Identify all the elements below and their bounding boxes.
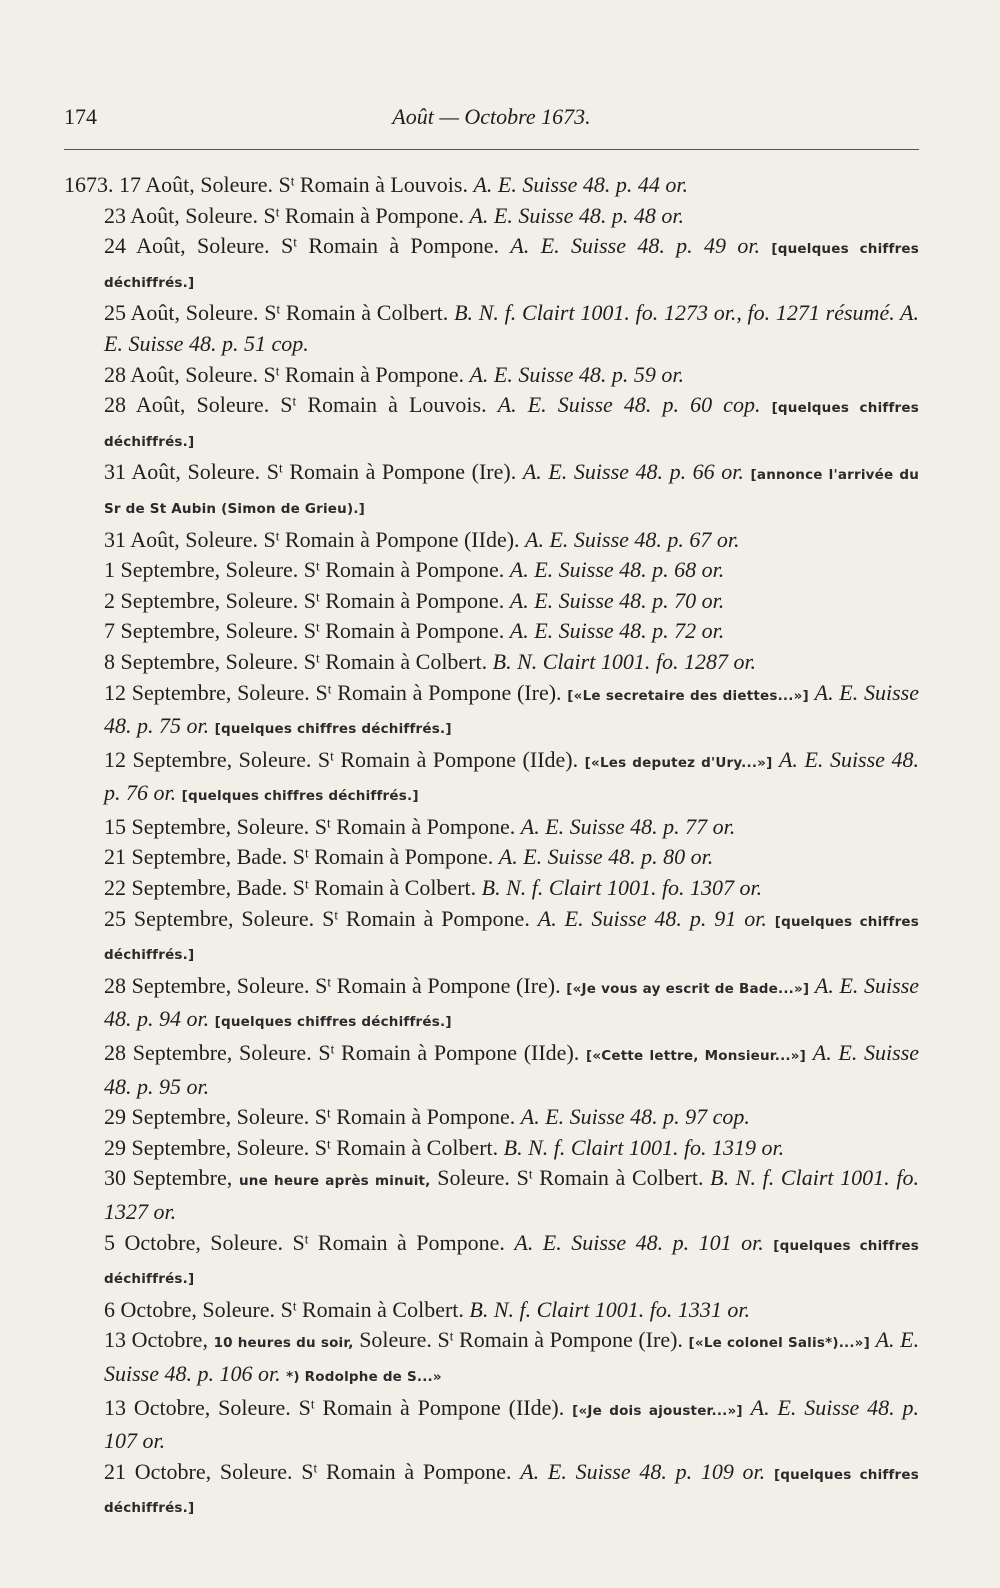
list-item: 13 Octobre, 10 heures du soir, Soleure. $S^t$ Romain à Pompone (Ire). [«Le colonel Salis*)...»] A. E. Suisse 48. p. 106 or. *) Rodolphe de S...» [104, 1327, 920, 1386]
entry-date: 12 Septembre, Soleure. [104, 746, 312, 772]
correspondents: Romain à Pompone. [284, 202, 464, 228]
superscript: t [276, 301, 281, 317]
correspondents: Romain à Pompone. [314, 844, 494, 870]
entry-date: 21 Septembre, Bade. [104, 844, 288, 870]
entry-note: *) Rodolphe de S...» [286, 1368, 442, 1385]
superscript: t [290, 173, 295, 189]
archive-reference: B. N. f. Clairt 1001. fo. 1327 or. [104, 1165, 919, 1224]
list-item: 21 Septembre, Bade. $S^t$ Romain à Pompone. A. E. Suisse 48. p. 80 or. [104, 844, 714, 870]
entry-place: Soleure. [437, 1165, 510, 1191]
correspondents: Romain à Colbert. [314, 875, 477, 901]
superscript: t [528, 1166, 533, 1182]
entry-date: 25 Août, Soleure. [104, 300, 259, 326]
list-item: 28 Septembre, Soleure. $S^t$ Romain à Pompone (Ire). [«Je vous ay escrit de Bade...»] A. E. Suisse 48. p. 94 or. [quelques chiffres déchiffrés.] [104, 972, 920, 1032]
entry-date: 24 Août, Soleure. [104, 233, 270, 259]
entry-date: 28 Août, Soleure. [104, 361, 258, 387]
entry-note: [annonce l'arrivée du Sr de St Aubin (Simon de Grieu).] [104, 467, 920, 517]
entry-note: [quelques chiffres déchiffrés.] [104, 400, 919, 450]
entry-list [64, 170, 920, 1524]
entry-date: 25 Septembre, Soleure. [104, 905, 315, 931]
correspondents: Romain à Pompone (IIde). [284, 526, 520, 552]
entry-date: 31 Août, Soleure. [104, 526, 258, 552]
archive-reference: A. E. Suisse 48. p. 91 or. [537, 905, 767, 931]
superscript: t [327, 680, 332, 696]
archive-reference: A. E. Suisse 48. p. 48 or. [469, 202, 684, 228]
entry-date: 1 Septembre, Soleure. [104, 557, 299, 583]
archive-reference: A. E. Suisse 48. p. 72 or. [509, 618, 725, 644]
running-head [64, 104, 919, 144]
entry-place: Soleure. [359, 1327, 432, 1353]
archive-reference: A. E. Suisse 48. p. 77 or. [520, 813, 736, 839]
superscript: t [310, 1395, 315, 1411]
entry-date: 29 Septembre, Soleure. [104, 1134, 310, 1160]
list-item: 31 Août, Soleure. $S^t$ Romain à Pompone (IIde). A. E. Suisse 48. p. 67 or. [104, 526, 740, 552]
entry-year: 1673. [64, 172, 114, 197]
entry-note: [«Je dois ajouster...»] [572, 1402, 743, 1419]
archive-reference: A. E. Suisse 48. p. 44 or. [473, 172, 688, 197]
list-item: 31 Août, Soleure. $S^t$ Romain à Pompone (Ire). A. E. Suisse 48. p. 66 or. [annonce l'arrivée du Sr de St Aubin (Simon de Grieu).] [104, 459, 920, 517]
entry-note: [quelques chiffres déchiffrés.] [104, 1466, 920, 1517]
correspondents: Romain à Colbert. [301, 1296, 464, 1322]
entry-note: [quelques chiffres déchiffrés.] [181, 788, 419, 805]
correspondents: Romain à Pompone (IIde). [340, 746, 579, 772]
header-rule [64, 149, 919, 150]
archive-reference: A. E. Suisse 48. p. 94 or. [104, 972, 920, 1032]
correspondents: Romain à Pompone. [284, 361, 464, 387]
list-item: 13 Octobre, Soleure. $S^t$ Romain à Pompone (IIde). [«Je dois ajouster...»] A. E. Suisse 48. p. 107 or. [104, 1394, 920, 1454]
entry-note: [quelques chiffres déchiffrés.] [104, 1237, 920, 1288]
entry-note: [quelques chiffres déchiffrés.] [104, 913, 920, 964]
entry-time: 10 heures du soir, [213, 1335, 354, 1352]
list-item: 5 Octobre, Soleure. $S^t$ Romain à Pompone. A. E. Suisse 48. p. 101 or. [quelques chiffres déchiffrés.] [104, 1229, 920, 1288]
correspondents: Romain à Louvois. [307, 392, 487, 418]
entry-date: 31 Août, Soleure. [104, 459, 261, 485]
superscript: t [327, 1105, 331, 1121]
entry-date: 6 Octobre, Soleure. [104, 1296, 276, 1322]
archive-reference: A. E. Suisse 48. p. 59 or. [469, 361, 684, 387]
list-item: 1673. 17 Août, Soleure. $S^t$ Romain à Louvois. A. E. Suisse 48. p. 44 or. [64, 172, 688, 197]
entry-date: 15 Septembre, Soleure. [104, 813, 310, 839]
superscript: t [275, 204, 280, 219]
superscript: t [316, 589, 320, 605]
correspondents: Romain à Pompone. [325, 1458, 512, 1484]
entry-note: [«Les deputez d'Ury...»] [584, 754, 773, 771]
entry-note: [«Cette lettre, Monsieur...»] [586, 1048, 807, 1065]
correspondents: Romain à Pompone. [325, 557, 505, 583]
archive-reference: A. E. Suisse 48. p. 76 or. [104, 746, 919, 806]
list-item: 22 Septembre, Bade. $S^t$ Romain à Colbert. B. N. f. Clairt 1001. fo. 1307 or. [104, 875, 763, 901]
list-item: 23 Août, Soleure. $S^t$ Romain à Pompone. A. E. Suisse 48. p. 48 or. [104, 202, 684, 228]
entry-date: 23 Août, Soleure. [104, 202, 258, 228]
entry-date: 13 Octobre, [104, 1327, 208, 1353]
entry-date: 30 Septembre, [104, 1165, 233, 1191]
archive-reference: A. E. Suisse 48. p. 106 or. [104, 1327, 920, 1386]
list-item: 2 Septembre, Soleure. $S^t$ Romain à Pompone. A. E. Suisse 48. p. 70 or. [104, 587, 725, 613]
entry-date: 28 Septembre, Soleure. [104, 972, 310, 998]
entry-date: 17 Août, Soleure. [119, 172, 273, 197]
correspondents: Romain à Colbert. [325, 648, 488, 674]
superscript: t [293, 234, 297, 250]
superscript: t [292, 393, 297, 409]
correspondents: Romain à Pompone (IIde). [322, 1394, 565, 1420]
superscript: t [449, 1328, 454, 1344]
list-item: 29 Septembre, Soleure. $S^t$ Romain à Pompone. A. E. Suisse 48. p. 97 cop. [104, 1104, 750, 1130]
superscript: t [313, 1460, 318, 1476]
correspondents: Romain à Pompone. [345, 905, 530, 931]
superscript: t [327, 815, 331, 831]
correspondents: Romain à Pompone. [336, 1104, 516, 1130]
correspondents: Romain à Pompone. [308, 233, 500, 259]
list-item: 12 Septembre, Soleure. $S^t$ Romain à Pompone (IIde). [«Les deputez d'Ury...»] A. E. Suisse 48. p. 76 or. [quelques chiffres déchiffrés.] [104, 746, 919, 806]
correspondents: Romain à Pompone (Ire). [336, 972, 561, 998]
list-item: 24 Août, Soleure. $S^t$ Romain à Pompone. A. E. Suisse 48. p. 49 or. [quelques chiffres déchiffrés.] [104, 233, 920, 291]
list-item: 30 Septembre, une heure après minuit, Soleure. $S^t$ Romain à Colbert. B. N. f. Clairt 1001. fo. 1327 or. [104, 1165, 919, 1224]
entry-date: 29 Septembre, Soleure. [104, 1104, 310, 1130]
archive-reference: A. E. Suisse 48. p. 68 or. [509, 557, 725, 583]
archive-reference: A. E. Suisse 48. p. 107 or. [104, 1394, 920, 1454]
page-number: 174 [64, 104, 97, 129]
superscript: t [292, 1298, 297, 1314]
archive-reference: A. E. Suisse 48. p. 49 or. [510, 233, 760, 259]
archive-reference: A. E. Suisse 48. p. 66 or. [522, 459, 744, 485]
archive-reference: A. E. Suisse 48. p. 101 or. [514, 1229, 764, 1255]
entry-date: 28 Août, Soleure. [104, 392, 270, 418]
list-item: 7 Septembre, Soleure. $S^t$ Romain à Pompone. A. E. Suisse 48. p. 72 or. [104, 618, 725, 644]
archive-reference: A. E. Suisse 48. p. 70 or. [509, 587, 725, 613]
archive-reference: B. N. Clairt 1001. fo. 1287 or. [492, 648, 757, 674]
correspondents: Romain à Colbert. [539, 1165, 704, 1191]
correspondents: Romain à Pompone. [317, 1229, 505, 1255]
correspondents: Romain à Louvois. [299, 172, 468, 197]
list-item: 28 Août, Soleure. $S^t$ Romain à Pompone. A. E. Suisse 48. p. 59 or. [104, 361, 684, 387]
list-item: 12 Septembre, Soleure. $S^t$ Romain à Pompone (Ire). [«Le secretaire des diettes...»] A. E. Suisse 48. p. 75 or. [quelques chiffres déchiffrés.] [104, 679, 919, 739]
list-item: 25 Août, Soleure. $S^t$ Romain à Colbert. B. N. f. Clairt 1001. fo. 1273 or., fo. 1271 résumé. A. E. Suisse 48. p. 51 cop. [104, 300, 919, 356]
correspondents: Romain à Colbert. [336, 1134, 499, 1160]
list-item: 8 Septembre, Soleure. $S^t$ Romain à Colbert. B. N. Clairt 1001. fo. 1287 or. [104, 648, 757, 674]
archive-reference: A. E. Suisse 48. p. 75 or. [104, 679, 919, 739]
superscript: t [305, 876, 309, 892]
correspondents: Romain à Pompone. [325, 587, 505, 613]
archive-reference: B. N. f. Clairt 1001. fo. 1331 or. [469, 1296, 750, 1322]
list-item: 28 Août, Soleure. $S^t$ Romain à Louvois. A. E. Suisse 48. p. 60 cop. [quelques chiffres déchiffrés.] [104, 392, 919, 450]
archive-reference: B. N. f. Clairt 1001. fo. 1319 or. [503, 1134, 785, 1160]
entry-date: 5 Octobre, Soleure. [104, 1229, 284, 1255]
correspondents: Romain à Pompone (Ire). [337, 679, 562, 705]
entry-date: 12 Septembre, Soleure. [104, 679, 310, 705]
entry-date: 22 Septembre, Bade. [104, 875, 288, 901]
list-item: 6 Octobre, Soleure. $S^t$ Romain à Colbert. B. N. f. Clairt 1001. fo. 1331 or. [104, 1296, 750, 1322]
superscript: t [305, 845, 309, 861]
entry-time: une heure après minuit, [238, 1173, 431, 1190]
list-item: 29 Septembre, Soleure. $S^t$ Romain à Colbert. B. N. f. Clairt 1001. fo. 1319 or. [104, 1134, 785, 1160]
superscript: t [304, 1231, 309, 1246]
archive-reference: A. E. Suisse 48. p. 80 or. [498, 844, 714, 870]
archive-reference: A. E. Suisse 48. p. 95 or. [104, 1040, 920, 1099]
superscript: t [327, 1136, 331, 1152]
superscript: t [275, 362, 280, 378]
entry-date: 7 Septembre, Soleure. [104, 618, 299, 644]
entry-note: [«Je vous ay escrit de Bade...»] [566, 980, 810, 997]
entry-note: [«Le colonel Salis*)...»] [688, 1335, 870, 1352]
correspondents: Romain à Pompone (IIde). [341, 1040, 580, 1066]
archive-reference: A. E. Suisse 48. p. 67 or. [525, 526, 740, 552]
archive-reference: A. E. Suisse 48. p. 109 or. [520, 1458, 766, 1484]
correspondents: Romain à Pompone (Ire). [459, 1327, 683, 1353]
superscript: t [327, 974, 332, 990]
archive-reference: B. N. f. Clairt 1001. fo. 1273 or., fo. 1271 résumé. A. E. Suisse 48. p. 51 cop. [104, 300, 919, 356]
superscript: t [330, 1041, 335, 1057]
correspondents: Romain à Pompone. [325, 618, 505, 644]
correspondents: Romain à Pompone. [336, 813, 516, 839]
list-item: 15 Septembre, Soleure. $S^t$ Romain à Pompone. A. E. Suisse 48. p. 77 or. [104, 813, 736, 839]
page-title: Août — Octobre 1673. [392, 104, 591, 129]
list-item: 28 Septembre, Soleure. $S^t$ Romain à Pompone (IIde). [«Cette lettre, Monsieur...»] A. E. Suisse 48. p. 95 or. [104, 1040, 920, 1099]
archive-reference: B. N. f. Clairt 1001. fo. 1307 or. [481, 875, 763, 901]
superscript: t [316, 619, 320, 635]
list-item: 25 Septembre, Soleure. $S^t$ Romain à Pompone. A. E. Suisse 48. p. 91 or. [quelques chiffres déchiffrés.] [104, 905, 920, 964]
entry-note: [«Le secretaire des diettes...»] [567, 687, 809, 704]
entry-note: [quelques chiffres déchiffrés.] [214, 721, 452, 738]
entry-date: 8 Septembre, Soleure. [104, 648, 299, 674]
correspondents: Romain à Colbert. [285, 300, 449, 326]
correspondents: Romain à Pompone (Ire). [289, 459, 517, 485]
list-item: 1 Septembre, Soleure. $S^t$ Romain à Pompone. A. E. Suisse 48. p. 68 or. [104, 557, 725, 583]
superscript: t [330, 748, 334, 764]
entry-date: 21 Octobre, Soleure. [104, 1458, 293, 1484]
archive-reference: A. E. Suisse 48. p. 60 cop. [497, 392, 761, 418]
entry-date: 13 Octobre, Soleure. [104, 1394, 291, 1420]
superscript: t [275, 527, 280, 543]
entry-date: 28 Septembre, Soleure. [104, 1040, 312, 1066]
entry-date: 2 Septembre, Soleure. [104, 587, 299, 613]
entry-note: [quelques chiffres déchiffrés.] [104, 241, 920, 291]
superscript: t [279, 460, 283, 476]
entry-note: [quelques chiffres déchiffrés.] [214, 1014, 452, 1031]
list-item: 21 Octobre, Soleure. $S^t$ Romain à Pompone. A. E. Suisse 48. p. 109 or. [quelques chiffres déchiffrés.] [104, 1458, 920, 1517]
superscript: t [334, 907, 338, 923]
archive-reference: A. E. Suisse 48. p. 97 cop. [520, 1104, 750, 1130]
superscript: t [316, 558, 320, 574]
superscript: t [316, 650, 320, 666]
